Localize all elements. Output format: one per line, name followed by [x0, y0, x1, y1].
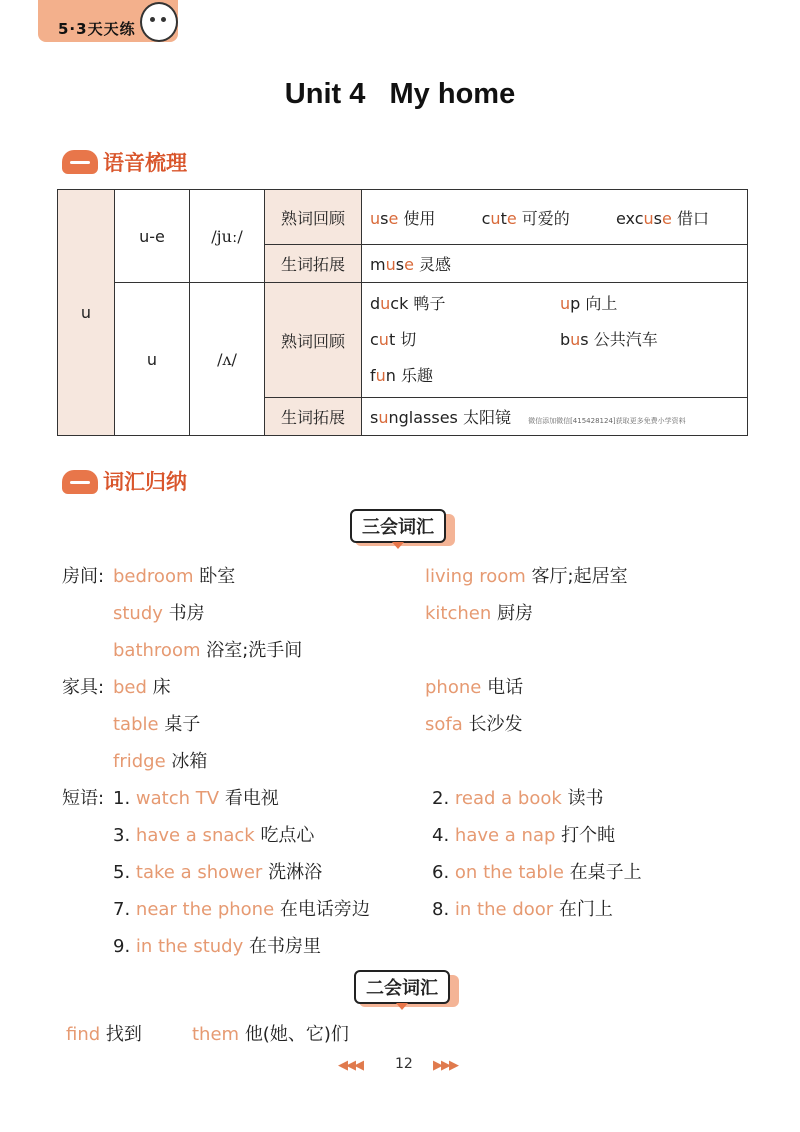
vocab-level-label: 三会词汇 [350, 509, 446, 543]
category-label: 短语: [62, 788, 105, 809]
spelling-cell: u [115, 283, 190, 436]
category-label: 房间: [62, 566, 105, 587]
words-cell [362, 283, 748, 398]
phrase-item: 7. near the phone 在电话旁边 [113, 899, 370, 920]
category-cell: 生词拓展 [265, 398, 362, 436]
vocab-item: living room 客厅;起居室 [425, 566, 628, 587]
phrase-item: 4. have a nap 打个盹 [432, 825, 616, 846]
vocab-item: kitchen 厨房 [425, 603, 534, 624]
section-badge-icon [62, 470, 98, 494]
word: sunglasses 太阳镜 [370, 408, 511, 427]
category-cell: 熟词回顾 [265, 283, 362, 398]
category-label: 家具: [62, 677, 105, 698]
phrase-item: 3. have a snack 吃点心 [113, 825, 315, 846]
word: use 使用 [370, 208, 436, 228]
phrase-item: 1. watch TV 看电视 [113, 788, 279, 809]
words-cell [362, 398, 748, 436]
word: duck 鸭子 [370, 294, 446, 313]
word: up 向上 [560, 294, 618, 313]
vocab-item: table 桌子 [113, 714, 201, 735]
word: muse 灵感 [370, 255, 452, 274]
vocab-item: study 书房 [113, 603, 205, 624]
category-cell: 生词拓展 [265, 245, 362, 283]
vocab-item: phone 电话 [425, 677, 524, 698]
phrase-item: 8. in the door 在门上 [432, 899, 613, 920]
ipa-cell: /juː/ [190, 190, 265, 283]
vocab-item: bed 床 [113, 677, 171, 698]
watermark-note: 微信添加微信[415428124]获取更多免费小学资料 [528, 417, 686, 425]
letter-cell: u [58, 190, 115, 436]
phrase-item: 5. take a shower 洗淋浴 [113, 862, 323, 883]
word: fun 乐趣 [370, 366, 434, 385]
word: excuse 借口 [615, 208, 709, 228]
phrase-item: 6. on the table 在桌子上 [432, 862, 642, 883]
page-number: 12 [395, 1056, 413, 1072]
mascot-icon [140, 2, 178, 42]
vocab-item: bathroom 浴室;洗手间 [113, 640, 303, 661]
page-title: Unit 4 My home [284, 78, 516, 110]
section-badge-icon [62, 150, 98, 174]
right-arrows-icon: ▶▶▶ [433, 1058, 457, 1073]
ipa-cell: /ʌ/ [190, 283, 265, 436]
vocab-item: bedroom 卧室 [113, 566, 236, 587]
vocab-item: sofa 长沙发 [425, 714, 523, 735]
section-title: 词汇归纳 [103, 470, 187, 494]
section-title: 语音梳理 [103, 151, 187, 175]
word: bus 公共汽车 [560, 330, 658, 349]
word: cut 切 [370, 330, 417, 349]
phrase-item: 9. in the study 在书房里 [113, 936, 321, 957]
vocab-item: them 他(她、它)们 [192, 1024, 349, 1045]
word: cute 可爱的 [481, 208, 570, 228]
phonics-table [57, 189, 748, 436]
category-cell: 熟词回顾 [265, 190, 362, 245]
words-cell [362, 190, 748, 245]
spelling-cell: u-e [115, 190, 190, 283]
left-arrows-icon: ◀◀◀ [338, 1058, 362, 1073]
vocab-item: find 找到 [66, 1024, 142, 1045]
phrase-item: 2. read a book 读书 [432, 788, 604, 809]
vocab-level-label: 二会词汇 [354, 970, 450, 1004]
logo-text: 5·3天天练 [58, 20, 136, 38]
words-cell [362, 245, 748, 283]
vocab-item: fridge 冰箱 [113, 751, 208, 772]
